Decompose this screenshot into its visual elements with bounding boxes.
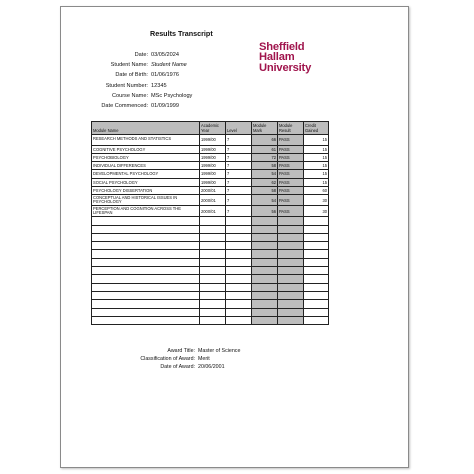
detail-row (70, 81, 192, 91)
table-cell (278, 233, 304, 241)
table-cell: 15 (304, 134, 329, 145)
table-cell: PASS (278, 195, 304, 206)
table-cell (92, 316, 200, 324)
empty-table-row (92, 267, 329, 275)
table-cell (226, 225, 252, 233)
table-cell: 15 (304, 162, 329, 170)
award-value: 20/06/2001 (198, 363, 225, 370)
table-cell (304, 300, 329, 308)
table-cell (226, 267, 252, 275)
table-cell: PASS (278, 186, 304, 194)
table-cell (304, 267, 329, 275)
detail-value: MSc Psychology (151, 92, 193, 99)
award-label: Date of Award: (160, 363, 195, 370)
table-cell (304, 316, 329, 324)
table-cell: 7 (226, 186, 252, 194)
table-cell (200, 308, 226, 316)
table-cell (200, 217, 226, 225)
table-cell (278, 308, 304, 316)
table-row (92, 206, 329, 217)
detail-value: 12345 (151, 82, 167, 89)
detail-row (70, 50, 192, 60)
empty-table-row (92, 217, 329, 225)
table-row (92, 178, 329, 186)
table-cell: 7 (226, 145, 252, 153)
table-cell (252, 267, 278, 275)
table-cell (226, 291, 252, 299)
table-body (92, 134, 329, 325)
detail-value: 03/05/2024 (151, 52, 179, 58)
table-row (92, 134, 329, 145)
table-cell (252, 308, 278, 316)
table-cell (304, 217, 329, 225)
logo-line: Hallam (259, 51, 295, 64)
table-cell (226, 283, 252, 291)
table-cell: 7 (226, 134, 252, 145)
table-cell (226, 258, 252, 266)
table-row (92, 145, 329, 153)
table-cell: 56 (252, 206, 278, 217)
table-cell (252, 258, 278, 266)
table-cell: SOCIAL PSYCHOLOGY (92, 178, 200, 186)
table-cell: 7 (226, 162, 252, 170)
table-cell (226, 316, 252, 324)
table-cell: 15 (304, 145, 329, 153)
detail-label: Date Commenced: (101, 103, 148, 110)
table-cell: 7 (226, 153, 252, 161)
table-cell: PERCEPTION AND COGNITION ACROSS THE LIFESPAN (92, 206, 200, 217)
table-cell (278, 217, 304, 225)
table-cell (252, 275, 278, 283)
table-cell: PASS (278, 134, 304, 145)
table-cell (92, 233, 200, 241)
detail-value: Student Name (151, 62, 187, 69)
table-cell (252, 316, 278, 324)
table-cell (92, 225, 200, 233)
logo-line: Sheffield (259, 41, 305, 53)
table-cell: RESEARCH METHODS AND STATISTICS (92, 134, 200, 145)
table-cell (304, 308, 329, 316)
table-cell (92, 300, 200, 308)
table-cell (252, 233, 278, 241)
column-header: Academic Year (200, 122, 226, 135)
table-cell: 58 (252, 186, 278, 194)
table-cell: 1999/00 (200, 153, 226, 161)
detail-row (70, 70, 192, 80)
table-cell: 1999/00 (200, 170, 226, 178)
table-cell: PASS (278, 178, 304, 186)
table-cell (200, 283, 226, 291)
table-cell: CONCEPTUAL AND HISTORICAL ISSUES IN PSYCHOLOGY (92, 195, 200, 206)
table-cell: 54 (252, 170, 278, 178)
table-cell (304, 258, 329, 266)
table-cell (226, 308, 252, 316)
table-cell (252, 283, 278, 291)
table-row (92, 153, 329, 161)
table-cell: 62 (252, 178, 278, 186)
table-row (92, 170, 329, 178)
empty-table-row (92, 225, 329, 233)
detail-row (70, 60, 192, 70)
table-cell (226, 242, 252, 250)
document-title: Results Transcript (150, 29, 213, 38)
table-cell (304, 250, 329, 258)
table-cell (200, 291, 226, 299)
table-cell: 30 (304, 206, 329, 217)
detail-value: 01/06/1976 (151, 72, 179, 79)
table-cell (200, 300, 226, 308)
table-cell (304, 283, 329, 291)
table-cell (92, 258, 200, 266)
table-header-row (92, 122, 329, 135)
table-cell (200, 275, 226, 283)
table-cell (226, 250, 252, 258)
table-cell: 58 (252, 162, 278, 170)
table-cell: PSYCHOLOGY DISSERTATION (92, 186, 200, 194)
table-cell: PASS (278, 162, 304, 170)
university-logo (259, 42, 311, 73)
results-table (91, 121, 329, 325)
table-cell: COGNITIVE PSYCHOLOGY (92, 145, 200, 153)
table-cell (252, 300, 278, 308)
award-details (130, 348, 240, 371)
column-header: Module Mark (252, 122, 278, 135)
table-cell (304, 225, 329, 233)
table-cell (200, 242, 226, 250)
column-header: Level (226, 122, 252, 135)
table-cell: 66 (252, 134, 278, 145)
table-row (92, 195, 329, 206)
table-cell (200, 233, 226, 241)
empty-table-row (92, 308, 329, 316)
table-row (92, 186, 329, 194)
student-details (70, 50, 192, 111)
table-cell: PASS (278, 145, 304, 153)
table-cell (252, 291, 278, 299)
detail-label: Date: (134, 52, 148, 58)
table-cell: 15 (304, 153, 329, 161)
detail-label: Course Name: (111, 92, 148, 99)
table-cell (304, 275, 329, 283)
empty-table-row (92, 250, 329, 258)
award-label: Award Title: (167, 348, 195, 354)
table-cell: PASS (278, 170, 304, 178)
table-cell (278, 258, 304, 266)
detail-row (70, 101, 192, 111)
table-cell (252, 242, 278, 250)
detail-label: Student Name: (110, 62, 148, 69)
table-cell (200, 267, 226, 275)
table-cell (200, 316, 226, 324)
table-cell (92, 242, 200, 250)
award-value: Merit (198, 355, 210, 362)
table-cell: 72 (252, 153, 278, 161)
award-row (130, 356, 240, 364)
table-cell: 7 (226, 206, 252, 217)
table-cell: PASS (278, 153, 304, 161)
table-cell (92, 267, 200, 275)
table-cell (92, 283, 200, 291)
table-cell: 7 (226, 178, 252, 186)
table-cell (226, 300, 252, 308)
empty-table-row (92, 233, 329, 241)
detail-label: Student Number: (105, 82, 148, 89)
table-cell (304, 291, 329, 299)
empty-table-row (92, 291, 329, 299)
table-cell (252, 225, 278, 233)
detail-value: 01/09/1999 (151, 103, 179, 110)
award-label: Classification of Award: (140, 355, 195, 362)
detail-label: Date of Birth: (115, 72, 148, 79)
table-cell (226, 275, 252, 283)
table-cell: 15 (304, 178, 329, 186)
table-cell: PASS (278, 206, 304, 217)
table-cell (92, 275, 200, 283)
table-cell: 60 (304, 186, 329, 194)
table-cell (278, 316, 304, 324)
table-cell: DEVELOPMENTAL PSYCHOLOGY (92, 170, 200, 178)
table-cell (278, 250, 304, 258)
table-cell (304, 233, 329, 241)
table-cell (278, 275, 304, 283)
table-cell: 1999/00 (200, 162, 226, 170)
award-row (130, 364, 240, 372)
empty-table-row (92, 283, 329, 291)
table-cell: 7 (226, 195, 252, 206)
empty-table-row (92, 300, 329, 308)
table-cell (226, 233, 252, 241)
table-cell (278, 291, 304, 299)
empty-table-row (92, 275, 329, 283)
table-cell: 1999/00 (200, 145, 226, 153)
table-cell (92, 250, 200, 258)
detail-row (70, 91, 192, 101)
table-cell (252, 217, 278, 225)
empty-table-row (92, 258, 329, 266)
award-value: Master of Science (198, 348, 241, 354)
logo-line: University (259, 61, 312, 74)
table-cell: 1999/00 (200, 134, 226, 145)
column-header: Credit Gained (304, 122, 329, 135)
table-cell: 54 (252, 195, 278, 206)
empty-table-row (92, 242, 329, 250)
award-row (130, 348, 240, 356)
table-cell: 1999/00 (200, 178, 226, 186)
table-cell: PSYCHOBIOLOGY (92, 153, 200, 161)
table-cell (252, 250, 278, 258)
table-cell (226, 217, 252, 225)
table-cell (278, 283, 304, 291)
table-cell: 2000/01 (200, 186, 226, 194)
table-cell: INDIVIDUAL DIFFERENCES (92, 162, 200, 170)
table-cell (304, 242, 329, 250)
table-cell (200, 258, 226, 266)
table-row (92, 162, 329, 170)
table-cell (278, 267, 304, 275)
table-cell (92, 217, 200, 225)
table-cell (278, 300, 304, 308)
table-cell (200, 225, 226, 233)
table-cell: 61 (252, 145, 278, 153)
column-header: Module Result (278, 122, 304, 135)
table-cell: 2000/01 (200, 206, 226, 217)
table-cell: 7 (226, 170, 252, 178)
empty-table-row (92, 316, 329, 324)
table-cell: 30 (304, 195, 329, 206)
table-cell: 2000/01 (200, 195, 226, 206)
table-cell (92, 308, 200, 316)
table-cell (200, 250, 226, 258)
column-header: Module Name (92, 122, 200, 135)
table-cell: 15 (304, 170, 329, 178)
table-cell (278, 242, 304, 250)
table-cell (278, 225, 304, 233)
table-cell (92, 291, 200, 299)
